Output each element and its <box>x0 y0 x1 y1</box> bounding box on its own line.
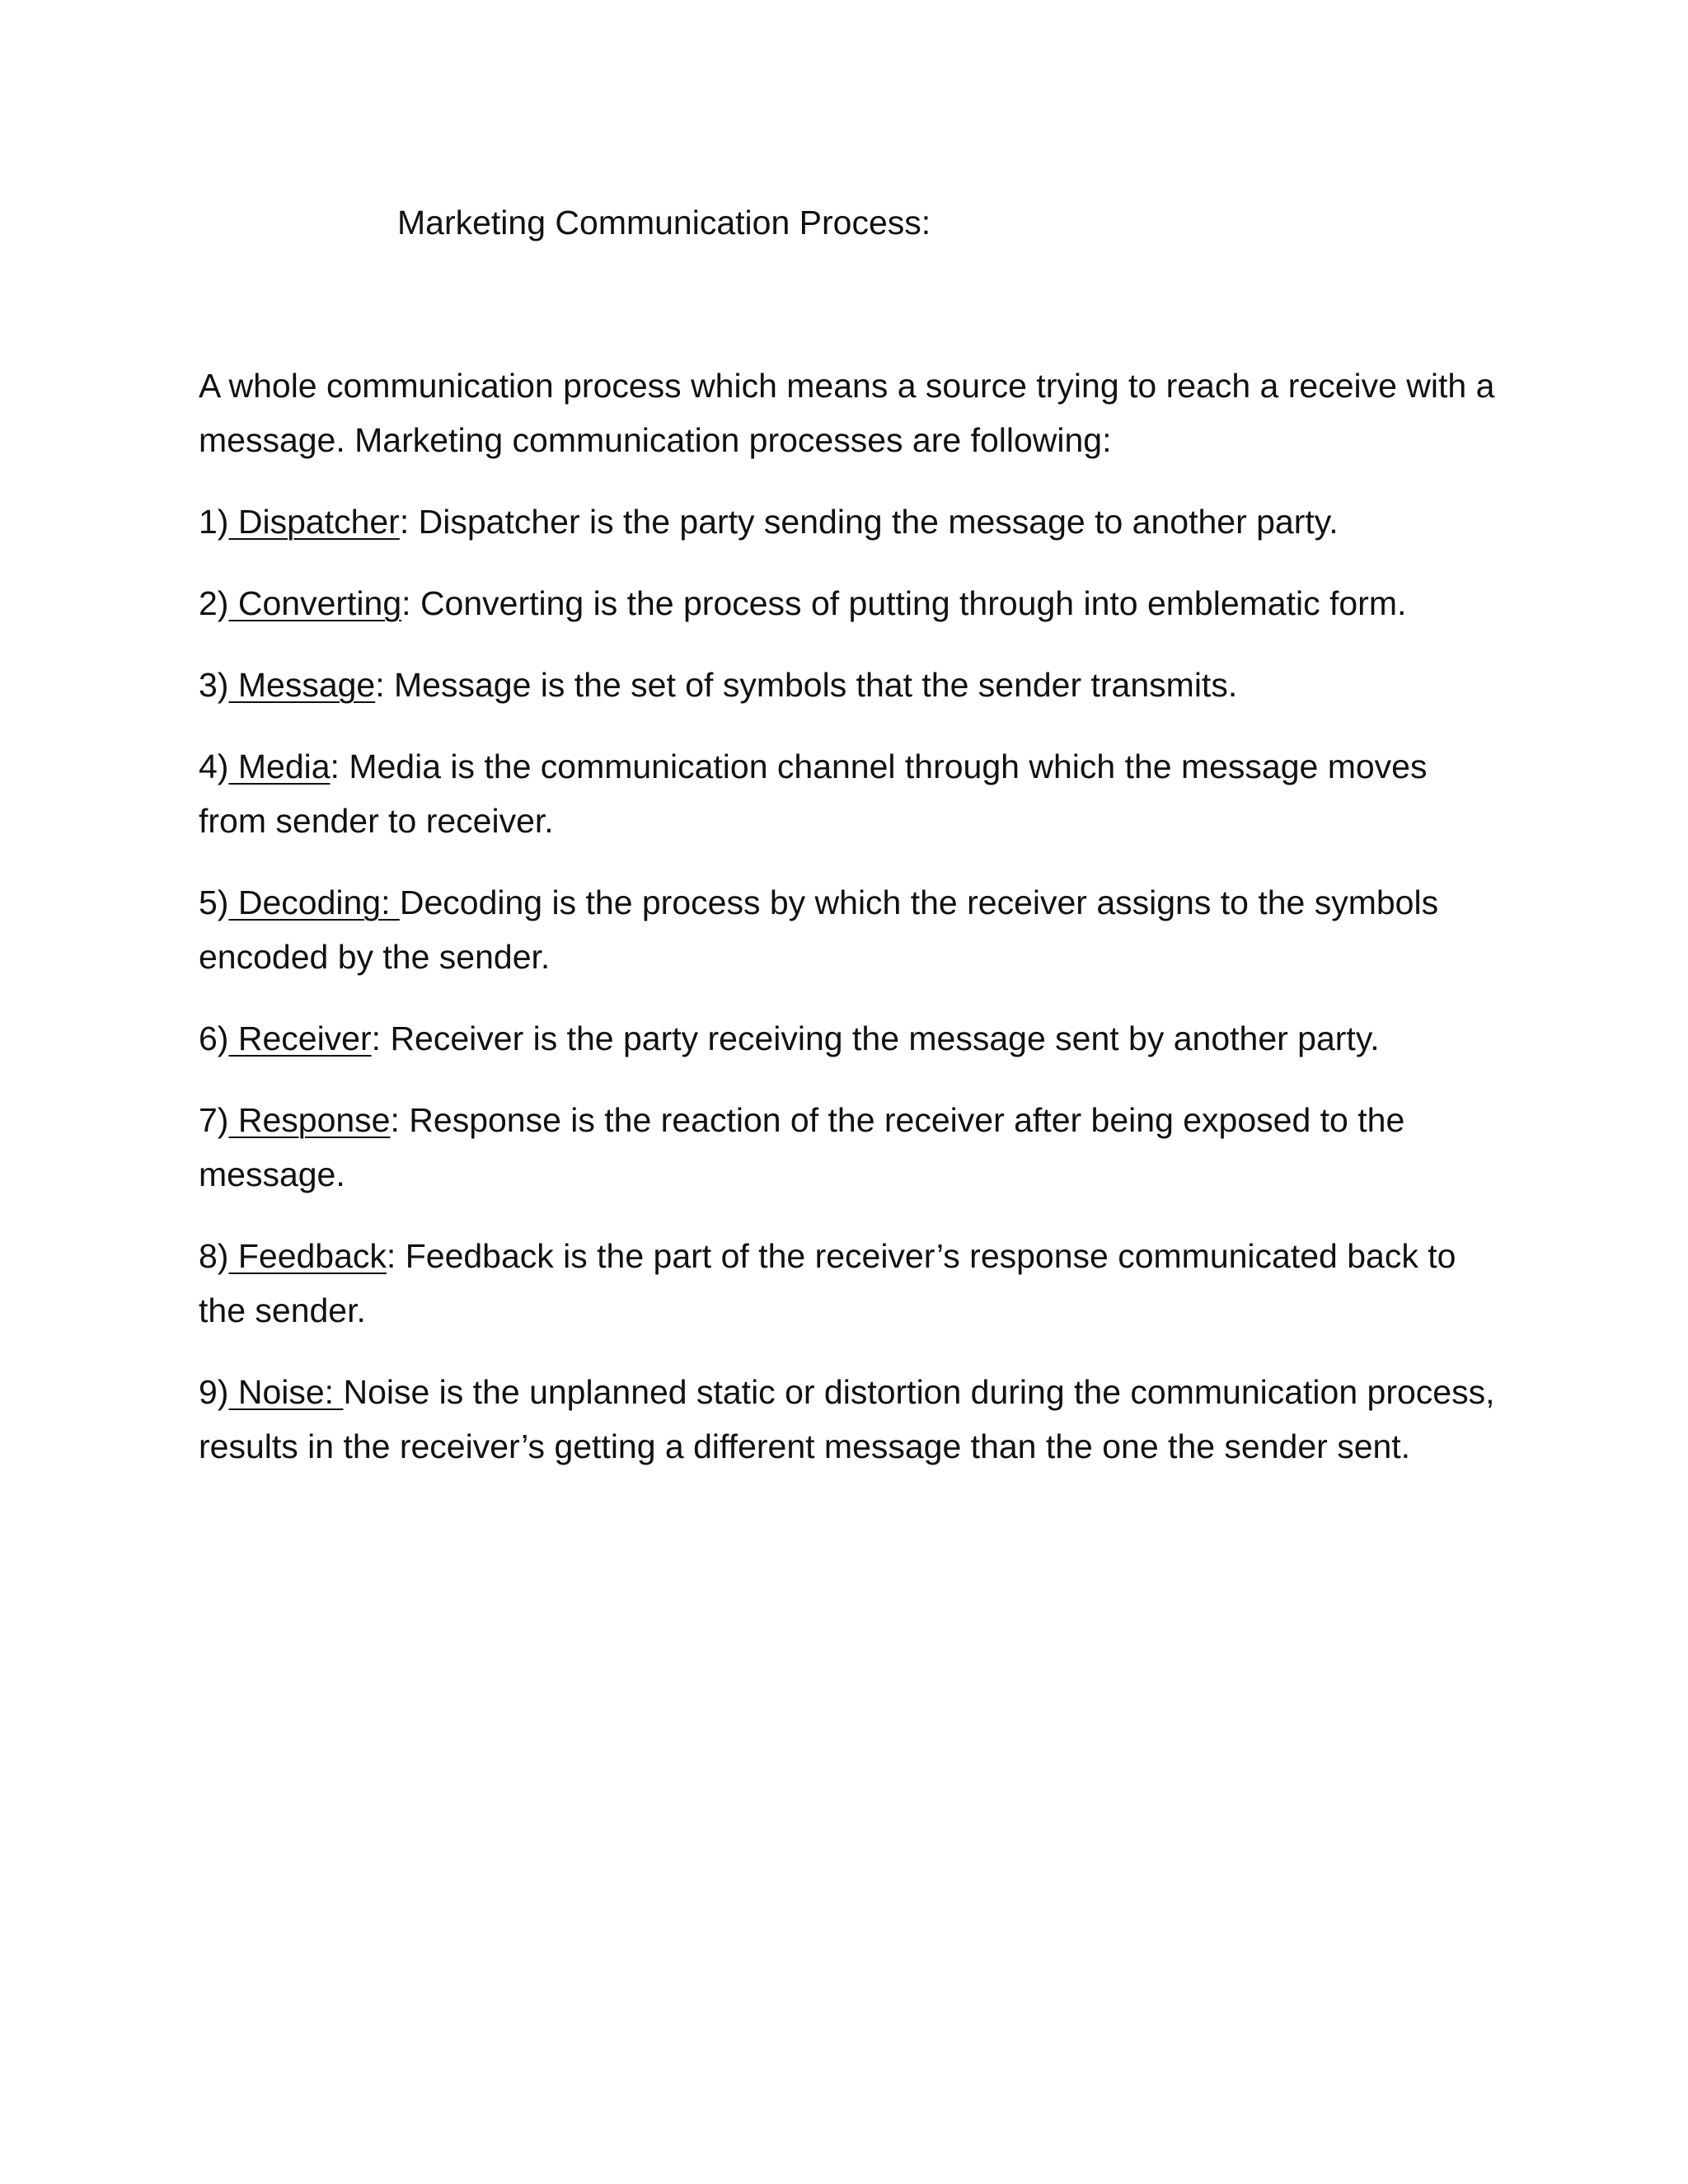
item-term: Media <box>228 748 331 785</box>
item-separator: : <box>386 1237 396 1275</box>
item-text: Receiver is the party receiving the message sent by another party. <box>381 1019 1380 1057</box>
item-text: Dispatcher is the party sending the message to another party. <box>409 503 1339 541</box>
item-number: 1) <box>199 503 229 541</box>
item-text: Response is the reaction of the receiver after being exposed to the message. <box>199 1101 1405 1193</box>
list-item <box>199 1229 1501 1338</box>
item-term: Message <box>228 666 376 704</box>
list-item <box>199 576 1501 630</box>
item-text: Media is the communication channel through which the message moves from sender to receiver. <box>199 748 1428 840</box>
item-text: Decoding is the process by which the receiver assigns to the symbols encoded by the sender. <box>199 883 1439 976</box>
item-separator: : <box>390 1101 400 1139</box>
item-number: 2) <box>199 584 229 622</box>
item-term: Converting <box>228 584 402 622</box>
item-text: Converting is the process of putting through into emblematic form. <box>410 584 1407 622</box>
item-term: Response <box>228 1101 391 1139</box>
item-term: Feedback <box>228 1237 387 1275</box>
list-item <box>199 739 1501 848</box>
item-term: Decoding: <box>228 883 400 921</box>
item-number: 5) <box>199 883 229 921</box>
item-text: Noise is the unplanned static or distortion during the communication process, results in the receiver’s getting a different message than the one the sender sent. <box>199 1373 1495 1465</box>
item-number: 3) <box>199 666 229 704</box>
list-item <box>199 875 1501 984</box>
item-text: Message is the set of symbols that the sender transmits. <box>384 666 1238 704</box>
item-number: 7) <box>199 1101 229 1139</box>
page-title: Marketing Communication Process: <box>397 204 931 241</box>
item-number: 6) <box>199 1019 229 1057</box>
item-separator: : <box>375 666 385 704</box>
item-separator: : <box>330 748 340 785</box>
list-item <box>199 658 1501 712</box>
item-separator: : <box>371 1019 382 1057</box>
item-number: 8) <box>199 1237 229 1275</box>
item-separator: : <box>401 584 411 622</box>
item-term: Receiver <box>228 1019 372 1057</box>
item-number: 9) <box>199 1373 229 1411</box>
list-item <box>199 1011 1501 1066</box>
list-item <box>199 1365 1501 1474</box>
list-item <box>199 1093 1501 1202</box>
item-term: Dispatcher <box>228 503 400 541</box>
item-term: Noise: <box>228 1373 344 1411</box>
document-body <box>199 359 1501 1501</box>
intro-paragraph: A whole communication process which means a source trying to reach a receive with a message. Marketing communication processes are following: <box>199 367 1495 459</box>
item-number: 4) <box>199 748 229 785</box>
item-separator: : <box>399 503 410 541</box>
item-text: Feedback is the part of the receiver’s response communicated back to the sender. <box>199 1237 1456 1329</box>
list-item <box>199 494 1501 549</box>
